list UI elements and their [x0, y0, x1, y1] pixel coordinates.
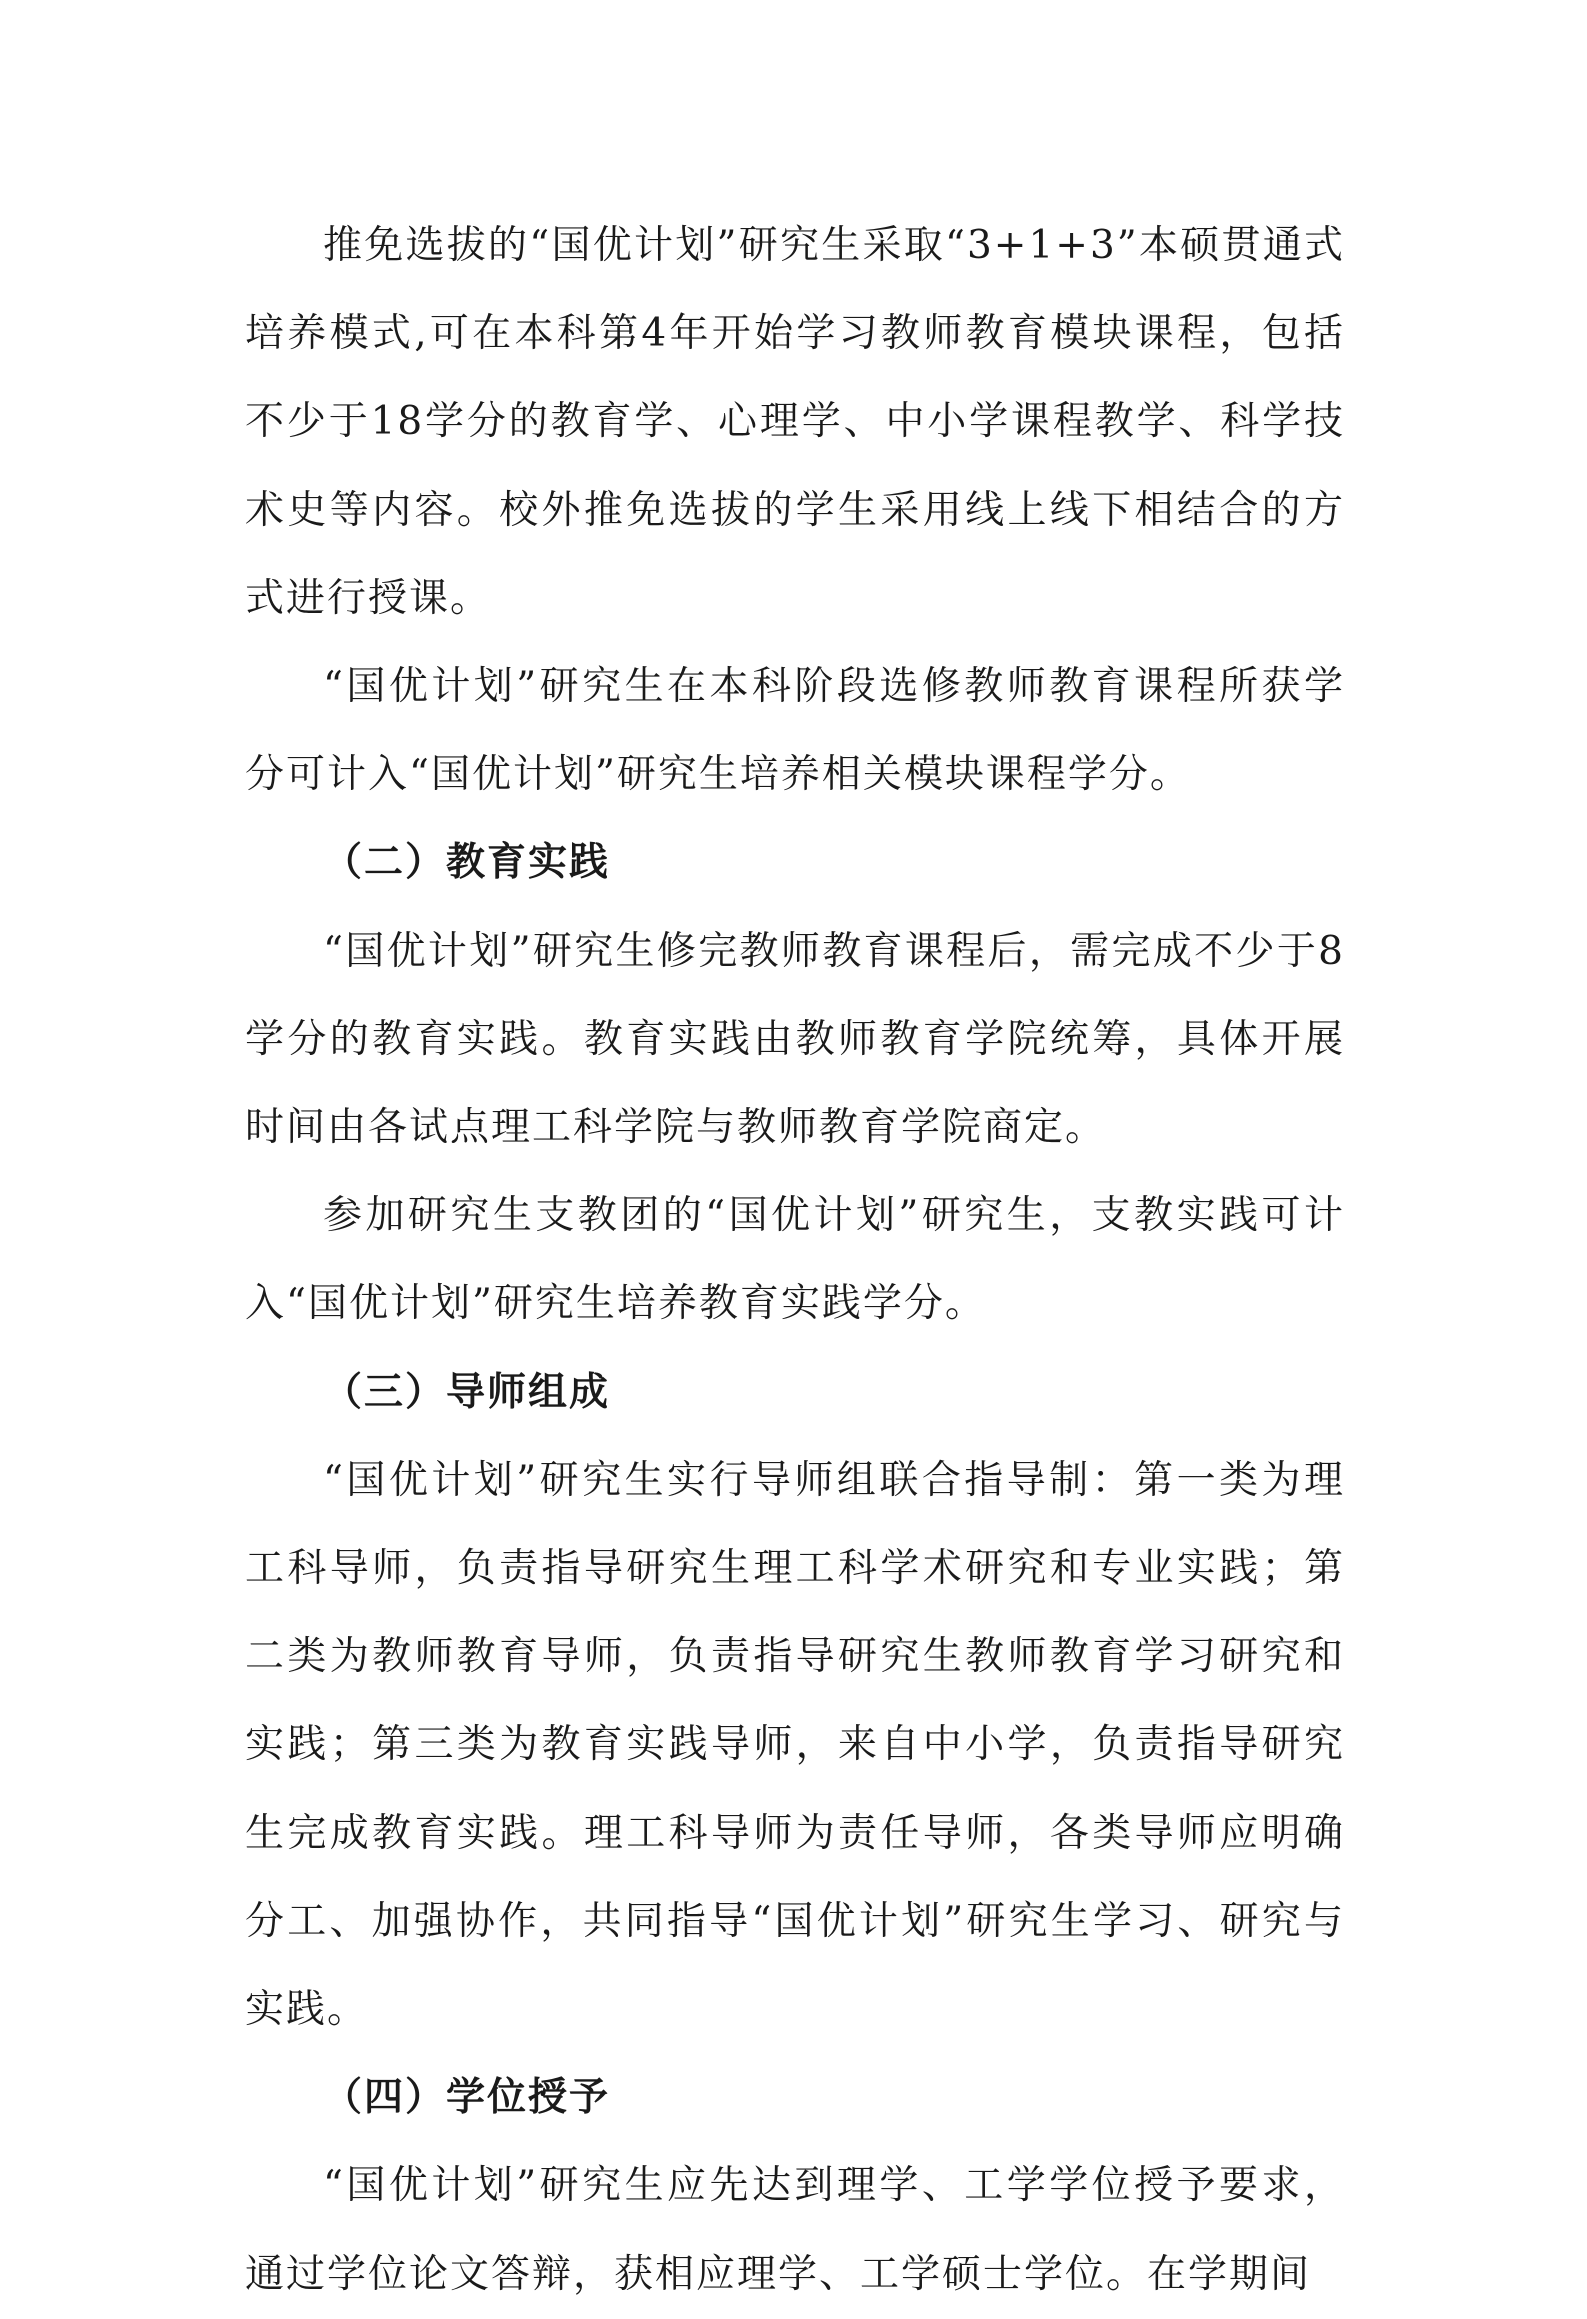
document-body: [245, 202, 1345, 2319]
heading-education-practice: （二）教育实践: [323, 840, 611, 886]
heading-advisor-composition: （三）导师组成: [323, 1369, 611, 1415]
heading-degree-award: （四）学位授予: [323, 2075, 611, 2121]
paragraph-credit-transfer: “国优计划”研究生在本科阶段选修教师教育课程所获学分可计入“国优计划”研究生培养相关模块课程学分。: [245, 664, 1345, 798]
paragraph-practice-requirement: “国优计划”研究生修完教师教育课程后，需完成不少于8学分的教育实践。教育实践由教师教育学院统筹，具体开展时间由各试点理工科学院与教师教育学院商定。: [245, 928, 1345, 1151]
paragraph-degree-requirement: “国优计划”研究生应先达到理学、工学学位授予要求，通过学位论文答辩，获相应理学、工学硕士学位。在学期间: [245, 2163, 1345, 2297]
paragraph-teaching-support: 参加研究生支教团的“国优计划”研究生，支教实践可计入“国优计划”研究生培养教育实践学分。: [245, 1193, 1345, 1327]
paragraph-training-mode: 推免选拔的“国优计划”研究生采取“3+1+3”本硕贯通式培养模式,可在本科第4年开始学习教师教育模块课程，包括不少于18学分的教育学、心理学、中小学课程教学、科学技术史等内容。校外推免选拔的学生采用线上线下相结合的方式进行授课。: [245, 223, 1345, 621]
paragraph-advisor-system: “国优计划”研究生实行导师组联合指导制：第一类为理工科导师，负责指导研究生理工科学术研究和专业实践；第二类为教师教育导师，负责指导研究生教师教育学习研究和实践；第三类为教育实践导师，来自中小学，负责指导研究生完成教育实践。理工科导师为责任导师，各类导师应明确分工、加强协作，共同指导“国优计划”研究生学习、研究与实践。: [245, 1457, 1345, 2033]
